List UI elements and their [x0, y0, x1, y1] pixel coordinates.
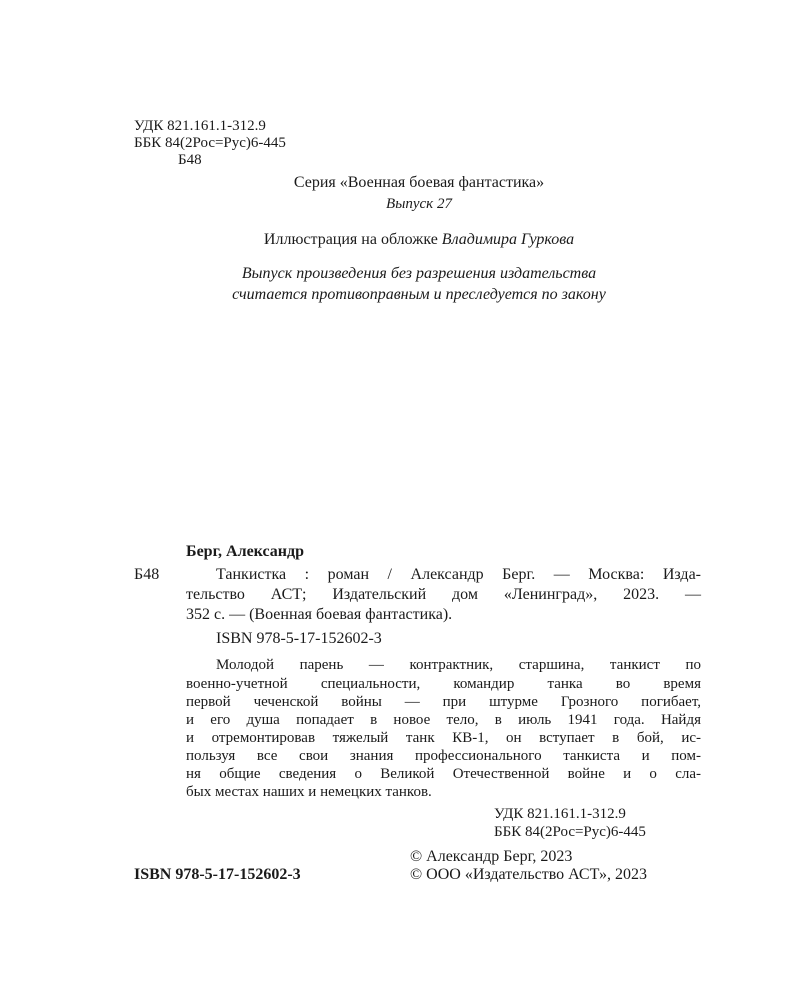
udk-code: УДК 821.161.1-312.9	[134, 118, 266, 134]
annotation-line-8: бых местах наших и немецких танков.	[186, 784, 432, 800]
catalog-line-3: 352 с. — (Военная боевая фантастика).	[186, 606, 453, 623]
series-line: Серия «Военная боевая фантастика»	[293, 174, 545, 191]
copyright-warning-line-1: Выпуск произведения без разрешения издательства	[241, 265, 597, 282]
copyright-warning-line-2: считается противоправным и преследуется по закону	[232, 286, 606, 303]
footer-udk-code: УДК 821.161.1-312.9	[494, 806, 626, 822]
catalog-line-2: тельство АСТ; Издательский дом «Ленинград», 2023. —	[186, 586, 701, 603]
series-issue: Выпуск 27	[386, 196, 452, 212]
catalog-author-heading: Берг, Александр	[186, 543, 304, 560]
catalog-line-1: Танкистка : роман / Александр Берг. — Москва: Изда-	[216, 566, 701, 583]
illustration-prefix: Иллюстрация на обложке	[263, 231, 442, 248]
footer-bbk-code: ББК 84(2Рос=Рус)6-445	[494, 824, 646, 840]
copyright-publisher: © ООО «Издательство АСТ», 2023	[410, 866, 647, 883]
annotation-line-1: Молодой парень — контрактник, старшина, танкист по	[216, 657, 701, 673]
illustration-credit	[0, 231, 800, 249]
bbk-code: ББК 84(2Рос=Рус)6-445	[134, 135, 286, 151]
catalog-mark: Б48	[134, 566, 160, 583]
author-mark: Б48	[178, 152, 202, 168]
annotation-line-5: и отремонтировав тяжелый танк КВ-1, он вступает в бой, ис-	[186, 730, 701, 746]
footer-isbn: ISBN 978-5-17-152602-3	[134, 866, 301, 883]
annotation-line-2: военно-учетной специальности, командир танка во время	[186, 676, 701, 692]
illustration-artist: Владимира Гуркова	[441, 231, 575, 248]
catalog-isbn: ISBN 978-5-17-152602-3	[216, 630, 382, 647]
annotation-line-7: ня общие сведения о Великой Отечественной войне и о сла-	[186, 766, 701, 782]
annotation-line-3: первой чеченской войны — при штурме Грозного погибает,	[186, 694, 701, 710]
annotation-line-4: и его душа попадает в новое тело, в июль 1941 года. Найдя	[186, 712, 701, 728]
annotation-line-6: пользуя все свои знания профессионального танкиста и пом-	[186, 748, 701, 764]
copyright-author: © Александр Берг, 2023	[410, 848, 573, 865]
